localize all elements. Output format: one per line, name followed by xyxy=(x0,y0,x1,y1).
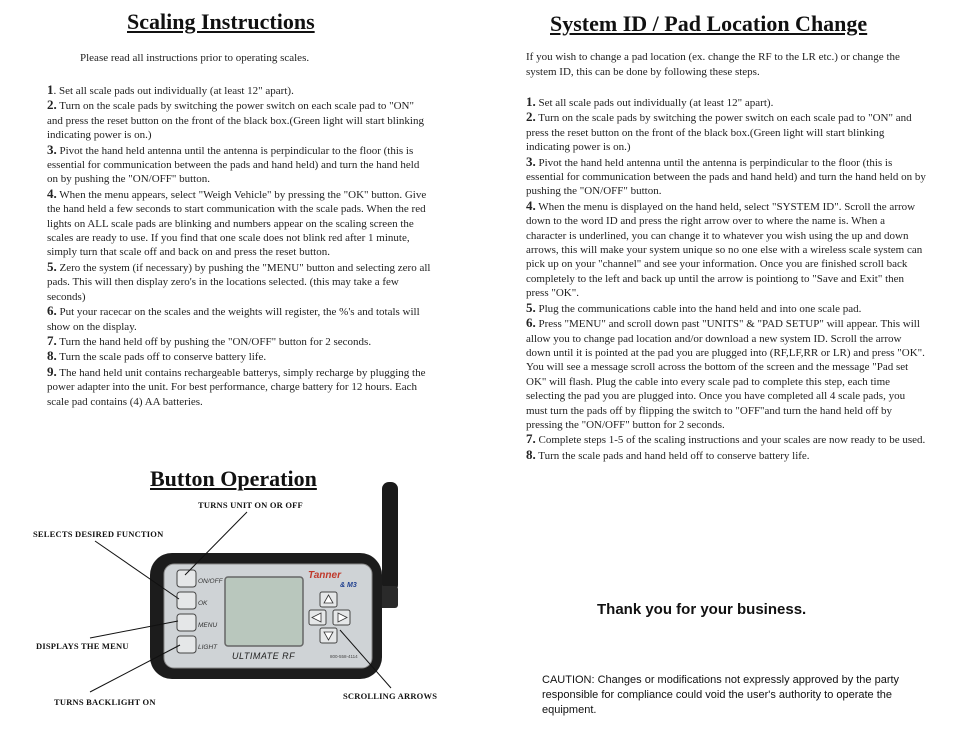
callout-menu: DISPLAYS THE MENU xyxy=(36,641,129,651)
step-text: Pivot the hand held antenna until the antenna is perpindicular to the floor (this is essential for communication between the pads and hand held) and turn the hand held on by pushing the "ON/OFF" button. xyxy=(47,144,420,186)
step-number: 4. xyxy=(47,185,57,201)
system-id-step xyxy=(526,448,928,463)
menu-label: MENU xyxy=(198,622,218,629)
step-number: 5. xyxy=(47,258,57,274)
step-number: 3. xyxy=(47,141,57,157)
callout-light: TURNS BACKLIGHT ON xyxy=(54,697,156,707)
step-number: 9. xyxy=(47,363,57,379)
system-id-step xyxy=(526,110,928,154)
step-number: 6. xyxy=(47,303,57,319)
step-text: When the menu is displayed on the hand held, select "SYSTEM ID". Scroll the arrow down to the word ID and press the right arrow over to where the name is. When a character is underlined, you can change it to whatever you wish using the up and down arrows, this will make your system unique so no one else with a wireless scale system can pick up on your "channel" and see your information. Once you are finished scroll back completely to the left and back up until the arrow is pointiong to "Save and Exit" then press "OK". xyxy=(526,200,923,300)
lcd-screen xyxy=(225,577,303,646)
system-id-step xyxy=(526,316,928,432)
light-label: LIGHT xyxy=(198,644,218,651)
light-button[interactable] xyxy=(177,636,196,653)
step-text: The hand held unit contains rechargeable batterys, simply recharge by plugging the power adapter into the unit. For best performance, charge battery for 12 hours. Each scale pad contains (4) AA batteries. xyxy=(47,366,426,408)
model-label: ULTIMATE RF xyxy=(232,651,296,661)
step-text: Press "MENU" and scroll down past "UNITS" & "PAD SETUP" will appear. This will allow you to change pad location and/or download a new system ID. Scroll the arrow down until it is pointed at the pad you are plugged into (RF,LF,RR or LR) and press "OK". You will see a message scroll across the bottom of the screen and the message "Pad set OK" will flash. Plug the cable into every scale pad to complete this step, each time selecting the pad you are plugged into. Once you have completed all 4 scale pads, you must turn the pads off by flipping the switch to "OFF"and turn the hand held off by pressing the "ON/OFF" button for 2 seconds. xyxy=(526,318,925,431)
system-id-step xyxy=(526,301,928,316)
step-number: 1 xyxy=(47,82,54,97)
ok-button[interactable] xyxy=(177,592,196,609)
callout-power: TURNS UNIT ON OR OFF xyxy=(198,500,303,510)
scaling-instructions-title: Scaling Instructions xyxy=(127,9,315,34)
step-text: When the menu appears, select "Weigh Vehicle" by pressing the "OK" button. Give the hand held a few seconds to start communication with the scale pads. When the red lights on ALL scale pads are blinking and numbers appear on the scaling screen the scales are ready to use. If you find that one scale does not blink red after 1 minute, simply turn that scale off and back on and press the reset button. xyxy=(47,188,427,259)
step-text: Turn on the scale pads by switching the power switch on each scale pad to "ON" and press the reset button on the front of the black box.(Green light will start blinking indicating power is on.) xyxy=(526,112,912,154)
system-id-intro-text: If you wish to change a pad location (ex. change the RF to the LR etc.) or change the system ID, this can be done by following these steps. xyxy=(526,51,900,78)
svg-text:& M3: & M3 xyxy=(340,582,357,589)
system-id-steps-list xyxy=(526,95,928,463)
system-id-step xyxy=(526,432,928,447)
step-number: 1. xyxy=(526,94,536,109)
system-id-step xyxy=(526,155,928,199)
svg-text:Tanner: Tanner xyxy=(308,570,341,581)
step-text: Turn the hand held off by pushing the "ON/OFF" button for 2 seconds. xyxy=(56,335,372,348)
step-text: Turn on the scale pads by switching the power switch on each scale pad to "ON" and press the reset button on the front of the black box.(Green light will start blinking indicating power is on.) xyxy=(47,100,424,142)
step-number: 4. xyxy=(526,197,536,213)
step-number: 2. xyxy=(526,109,536,125)
step-text: Plug the communications cable into the hand held and into one scale pad. xyxy=(535,302,862,315)
step-text: Put your racecar on the scales and the weights will register, the %'s and totals will show on the display. xyxy=(47,306,420,333)
phone-label: 800-558-4114 xyxy=(330,654,358,659)
step-text: Turn the scale pads off to conserve battery life. xyxy=(56,351,267,364)
thank-you-message: Thank you for your business. xyxy=(597,601,807,618)
step-text: Complete steps 1-5 of the scaling instructions and your scales are now ready to be used. xyxy=(535,434,926,447)
menu-button[interactable] xyxy=(177,614,196,631)
on-off-button[interactable] xyxy=(177,570,196,587)
system-id-step xyxy=(526,95,928,110)
caution-notice: CAUTION: Changes or modifications not expressly approved by the party responsible for compliance could void the user's authority to operate the equipment. xyxy=(542,674,900,716)
step-text: Pivot the hand held antenna until the antenna is perpindicular to the floor (this is essential for communication between the pads and hand held) and turn the hand held on by pushing the "ON/OFF" button. xyxy=(526,156,926,198)
system-id-title: System ID / Pad Location Change xyxy=(550,11,868,36)
ok-label: OK xyxy=(198,600,208,607)
button-operation-title: Button Operation xyxy=(150,466,317,491)
step-number: 3. xyxy=(526,153,536,169)
step-number: 6. xyxy=(526,315,536,331)
callout-ok: SELECTS DESIRED FUNCTION xyxy=(33,529,164,539)
step-number: 8. xyxy=(47,348,57,364)
step-number: 7. xyxy=(47,332,57,348)
step-number: 2. xyxy=(47,97,57,113)
on-off-label: ON/OFF xyxy=(198,578,223,585)
step-number: 8. xyxy=(526,446,536,462)
system-id-step xyxy=(526,199,928,301)
step-text: . Set all scale pads out individually (at least 12" apart). xyxy=(53,85,294,97)
step-text: Turn the scale pads and hand held off to conserve battery life. xyxy=(535,449,810,462)
step-text: Zero the system (if necessary) by pushing the "MENU" button and selecting zero all pads. This will then display zero's in the locations selected. (this may take a few seconds) xyxy=(47,261,431,303)
callout-arrows: SCROLLING ARROWS xyxy=(343,691,438,701)
step-number: 7. xyxy=(526,431,536,447)
scaling-intro-text: Please read all instructions prior to operating scales. xyxy=(80,52,310,64)
step-text: Set all scale pads out individually (at least 12" apart). xyxy=(535,97,774,109)
step-number: 5. xyxy=(526,299,536,315)
